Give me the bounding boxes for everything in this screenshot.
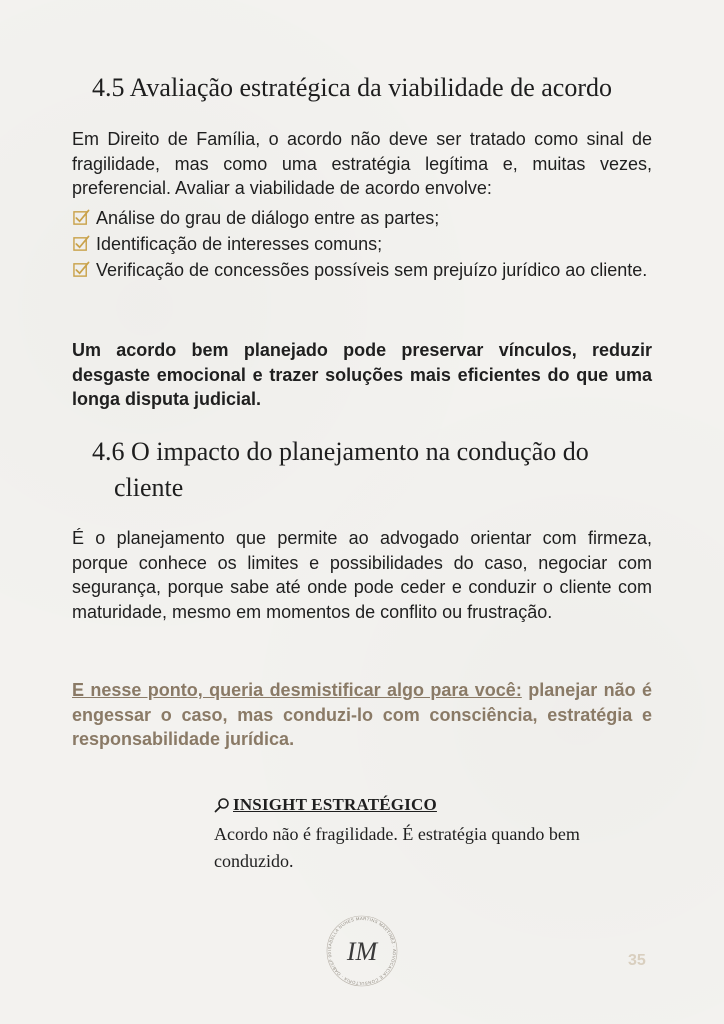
svg-text:ISABELLA NUNES MARTINS MARTINE: ISABELLA NUNES MARTINS MARTINEZ · ADVOCACIA E CONSULTORIA · OAB/SP 00: [326, 915, 398, 987]
section-heading-line2: cliente: [114, 473, 184, 502]
checkbox-checked-icon: [73, 261, 90, 278]
insight-title: INSIGHT ESTRATÉGICO: [233, 795, 437, 814]
checklist-item-text: Verificação de concessões possíveis sem prejuízo jurídico ao cliente.: [96, 260, 648, 280]
checklist-item: [72, 232, 652, 257]
brand-logo: [325, 914, 399, 988]
checklist: [72, 206, 652, 284]
insight-box: [214, 794, 654, 875]
checklist-item-text: Análise do grau de diálogo entre as partes;: [96, 208, 440, 228]
page-number: 35: [628, 952, 646, 969]
highlight-paragraph: [72, 678, 652, 752]
magnifier-icon: [214, 797, 230, 813]
checklist-item: [72, 206, 652, 231]
intro-paragraph: Em Direito de Família, o acordo não deve ser tratado como sinal de fragilidade, mas como uma estratégia legítima e, muitas vezes, preferencial. Avaliar a viabilidade de acordo envolve:: [72, 129, 652, 198]
section-heading-line1: 4.6 O impacto do planejamento na condução do: [92, 437, 589, 466]
highlight-rest: planejar não é engessar o caso, mas conduzi-lo com consciência, estratégia e responsabilidade jurídica.: [72, 680, 653, 749]
body-paragraph: É o planejamento que permite ao advogado orientar com firmeza, porque conhece os limites e possibilidades do caso, negociar com segurança, porque sabe até onde pode ceder e conduzir o cliente com maturidade, mesmo em momentos de conflito ou frustração.: [72, 528, 652, 622]
section-heading-4-6: [92, 434, 652, 506]
checklist-item-text: Identificação de interesses comuns;: [96, 234, 383, 254]
insight-text: Acordo não é fragilidade. É estratégia quando bem conduzido.: [214, 824, 580, 871]
svg-text:IM: IM: [346, 937, 378, 966]
highlight-lead: E nesse ponto, queria desmistificar algo para você:: [72, 680, 522, 700]
insight-header: [214, 794, 654, 816]
checkbox-checked-icon: [73, 209, 90, 226]
section-heading-4-5: 4.5 Avaliação estratégica da viabilidade de acordo: [92, 73, 612, 102]
checklist-item: [72, 258, 652, 283]
checkbox-checked-icon: [73, 235, 90, 252]
emphasis-paragraph: Um acordo bem planejado pode preservar vínculos, reduzir desgaste emocional e trazer soluções mais eficientes do que uma longa disputa judicial.: [72, 340, 652, 409]
